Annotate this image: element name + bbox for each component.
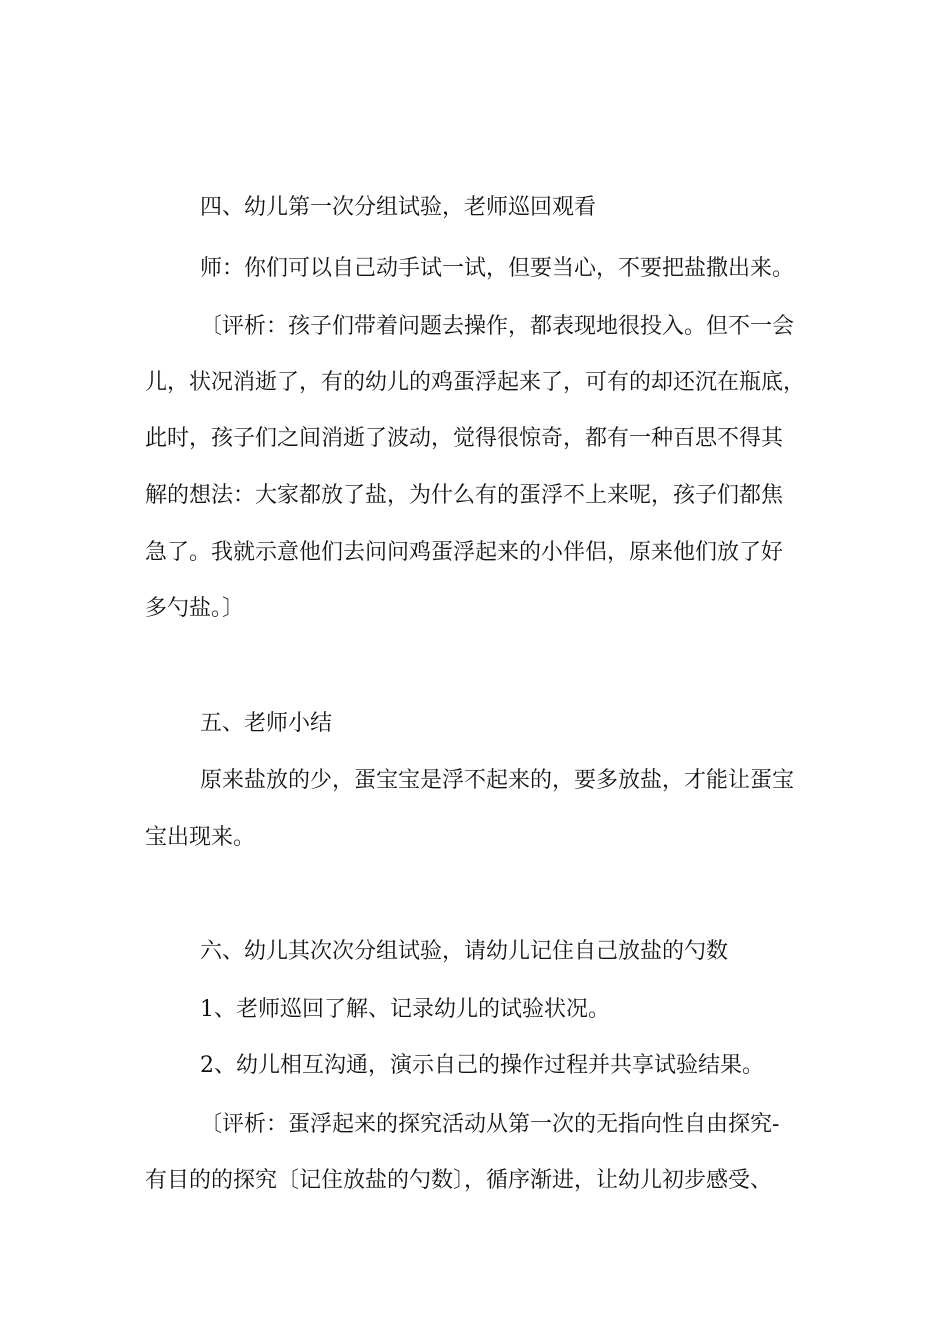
section-4-teacher-line: 师：你们可以自己动手试一试，但要当心，不要把盐撒出来。 — [200, 256, 795, 281]
section-6-heading: 六、幼儿其次次分组试验，请幼儿记住自己放盐的勺数 — [200, 939, 729, 964]
section-4-comment-line: 解的想法：大家都放了盐，为什么有的蛋浮不上来呢，孩子们都焦 — [145, 483, 784, 508]
section-6-item: 2、幼儿相互沟通，演示自己的操作过程并共享试验结果。 — [200, 1053, 764, 1078]
section-6-item: 1、老师巡回了解、记录幼儿的试验状况。 — [200, 997, 610, 1022]
section-6-comment-line: 有目的的探究〔记住放盐的勺数〕，循序渐进，让幼儿初步感受、 — [145, 1168, 773, 1193]
section-4-heading: 四、幼儿第一次分组试验，老师巡回观看 — [200, 195, 597, 220]
section-4-comment-line: 多勺盐。〕 — [145, 596, 245, 621]
section-5-body-line: 宝出现来。 — [145, 825, 256, 850]
section-6-comment-line: 〔评析：蛋浮起来的探究活动从第一次的无指向性自由探究- — [200, 1112, 780, 1137]
section-4-comment-line: 〔评析：孩子们带着问题去操作，都表现地很投入。但不一会 — [200, 314, 795, 339]
section-4-comment-line: 急了。我就示意他们去问问鸡蛋浮起来的小伴侣，原来他们放了好 — [145, 540, 784, 565]
section-5-body-line: 原来盐放的少，蛋宝宝是浮不起来的，要多放盐，才能让蛋宝 — [200, 768, 795, 793]
section-4-comment-line: 儿，状况消逝了，有的幼儿的鸡蛋浮起来了，可有的却还沉在瓶底， — [145, 370, 806, 395]
section-4-comment-line: 此时，孩子们之间消逝了波动，觉得很惊奇，都有一种百思不得其 — [145, 426, 784, 451]
section-5-heading: 五、老师小结 — [200, 711, 333, 736]
